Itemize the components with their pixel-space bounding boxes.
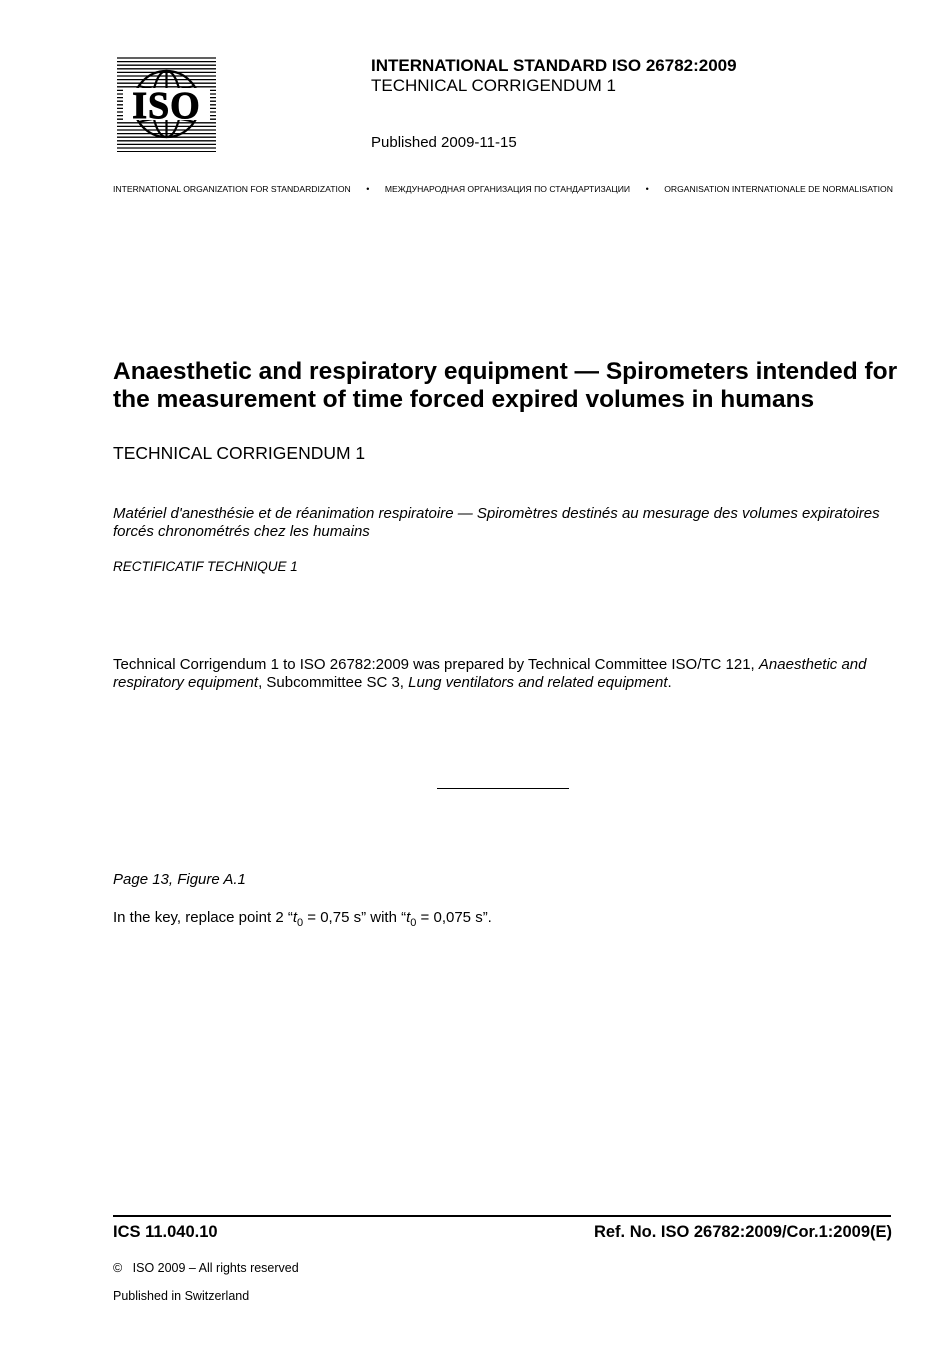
separator-dot: • (366, 184, 370, 194)
organization-names (113, 183, 893, 195)
standard-subtitle: TECHNICAL CORRIGENDUM 1 (371, 76, 616, 95)
reference-number: Ref. No. ISO 26782:2009/Cor.1:2009(E) (593, 1223, 892, 1241)
org-name-russian: МЕЖДУНАРОДНАЯ ОРГАНИЗАЦИЯ ПО СТАНДАРТИЗАЦИИ (384, 184, 631, 194)
copyright-notice (113, 1261, 299, 1276)
committee-name: Anaesthetic and respiratory equipment (113, 656, 867, 691)
instr-part-1: In the key, replace point 2 “ (113, 909, 293, 926)
iso-logo-icon (117, 56, 216, 152)
logo-text: ISO (132, 85, 201, 127)
preparation-paragraph (113, 656, 895, 692)
french-corrigendum-label: RECTIFICATIF TECHNIQUE 1 (113, 559, 298, 574)
correction-location: Page 13, Figure A.1 (113, 871, 246, 888)
separator-dot: • (645, 184, 649, 194)
document-title: Anaesthetic and respiratory equipment — Spirometers intended for the measurement of time forced expired volumes in humans (113, 358, 898, 413)
prep-text-3: . (667, 674, 672, 691)
instr-sub: 0 (297, 917, 304, 929)
instr-part-3: = 0,075 s”. (416, 909, 492, 926)
copyright-text: ISO 2009 – All rights reserved (132, 1261, 299, 1275)
published-in: Published in Switzerland (113, 1289, 250, 1303)
corrigendum-label: TECHNICAL CORRIGENDUM 1 (113, 443, 366, 463)
instr-sub-2: 0 (410, 917, 417, 929)
standard-title: INTERNATIONAL STANDARD ISO 26782:2009 (371, 56, 737, 75)
org-name-english: INTERNATIONAL ORGANIZATION FOR STANDARDIZATION (113, 184, 351, 194)
instr-var: t (292, 909, 297, 926)
correction-instruction (113, 909, 492, 927)
footer-rule (113, 1215, 891, 1217)
subcommittee-name: Lung ventilators and related equipment (408, 674, 668, 691)
section-divider (437, 788, 569, 789)
publication-date: Published 2009-11-15 (371, 134, 517, 151)
prep-text-2: , Subcommittee SC 3, (258, 674, 409, 691)
ics-code: ICS 11.040.10 (113, 1223, 218, 1241)
french-title: Matériel d'anesthésie et de réanimation respiratoire — Spiromètres destinés au mesurage des volumes expiratoires forcés chronométrés chez les humains (113, 505, 880, 540)
instr-part-2: = 0,75 s” with “ (303, 909, 407, 926)
prep-text-1: Technical Corrigendum 1 to ISO 26782:2009 was prepared by Technical Committee ISO/TC 121, (113, 656, 759, 673)
org-name-french: ORGANISATION INTERNATIONALE DE NORMALISATION (664, 184, 893, 194)
instr-var-2: t (406, 909, 411, 926)
copyright-icon: © (113, 1261, 123, 1275)
